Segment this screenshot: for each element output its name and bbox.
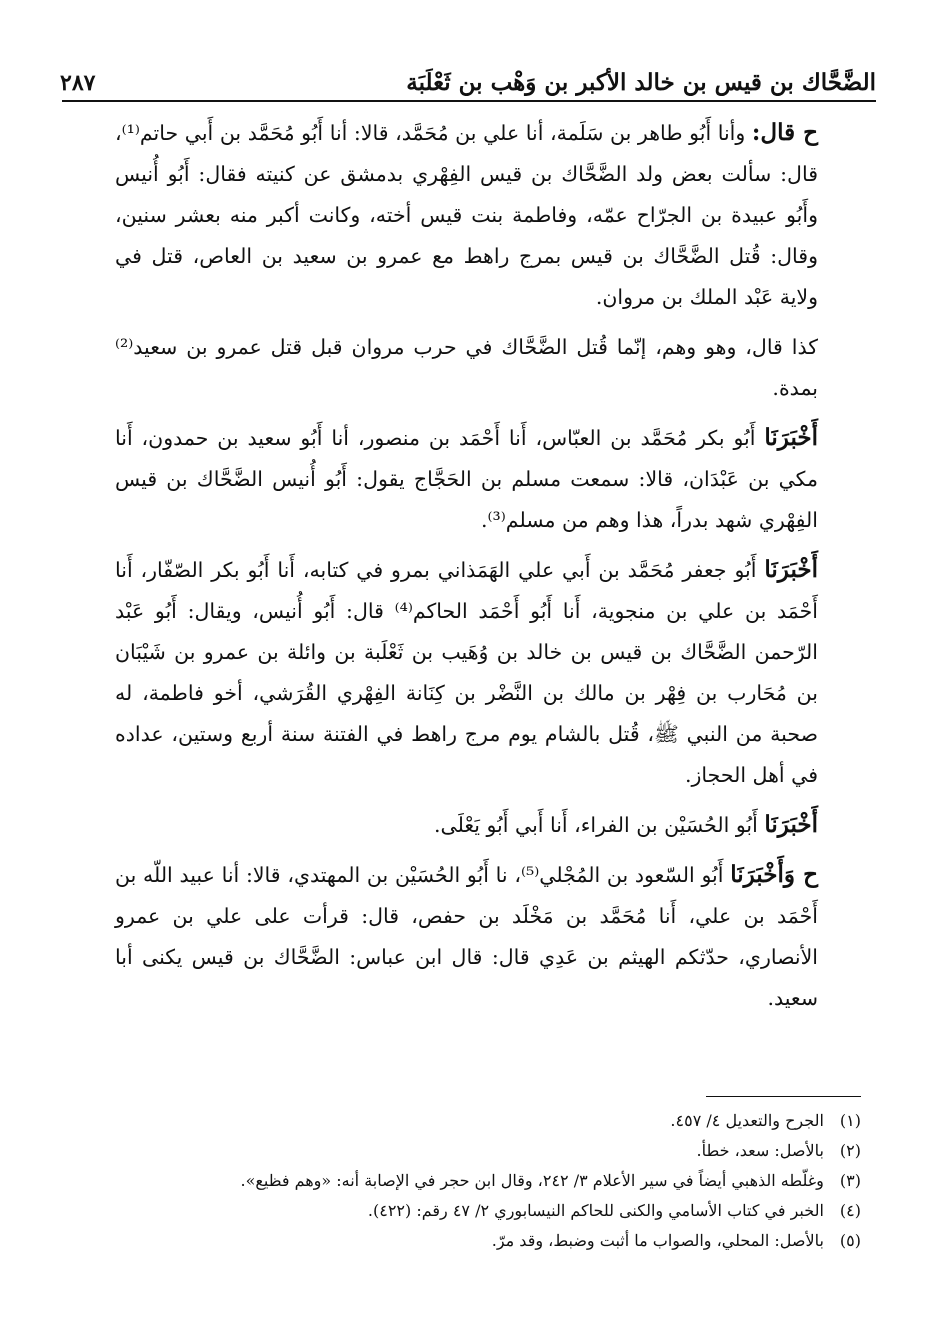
footnote-text: بالأصل: سعد، خطأ. [696, 1141, 824, 1160]
footnote-number: (٢) [839, 1141, 861, 1160]
footnote-text: وغلّطه الذهبي أيضاً في سير الأعلام ٣/ ٢٤٢، وقال ابن حجر في الإصابة أنه: «وهم فظيع». [240, 1171, 824, 1190]
paragraph-text: أَبُو الحُسَيْن بن الفراء، أَنا أَبي أَبُو يَعْلَى. [433, 813, 765, 837]
footnote-text: الجرح والتعديل ٤/ ٤٥٧. [670, 1111, 824, 1130]
paragraph-text: وأنا أَبُو طاهر بن سَلَمة، أنا علي بن مُحَمَّد، قالا: أنا أَبُو مُحَمَّد بن أَبي حاتم⁽¹⁾، قال: سألت بعض ولد الضَّحَّاك بن قيس الفِهْري بدمشق عن كنيته فقال: أَبُو أُنيس وأَبُو عبيدة بن الجرّاح عمّه، وفاطمة بنت قيس أخته، وكانت أكبر منه بعشر سنين، وقال: قُتل الضَّحَّاك بن قيس بمرج راهط مع عمرو بن سعيد بن العاص، قتل في ولاية عَبْد الملك بن مروان. [115, 121, 818, 309]
paragraph-lead: ح وَأَخْبَرَنَا [730, 861, 819, 888]
paragraph [115, 417, 818, 541]
footnote-number: (٤) [839, 1201, 861, 1220]
footnote-number: (١) [839, 1111, 861, 1130]
paragraph [115, 112, 818, 318]
paragraph-text: كذا قال، وهو وهم، إنّما قُتل الضَّحَّاك في حرب مروان قبل قتل عمرو بن سعيد⁽²⁾ بمدة. [115, 335, 818, 400]
footnote-text: الخبر في كتاب الأسامي والكنى للحاكم النيسابوري ٢/ ٤٧ رقم: (٤٢٢). [367, 1201, 824, 1220]
footnotes [120, 1106, 861, 1256]
footnote [120, 1166, 861, 1196]
footnote [120, 1196, 861, 1226]
main-text [115, 112, 818, 1027]
footnote [120, 1136, 861, 1166]
footnote [120, 1106, 861, 1136]
paragraph-text: أَبُو السّعود بن المُجْلي⁽⁵⁾، نا أَبُو الحُسَيْن بن المهتدي، قالا: أنا عبيد اللّه بن أَحْمَد بن علي، أَنا مُحَمَّد بن مَخْلَد بن حفص، قال: قرأت على علي بن عمرو الأنصاري، حدّثكم الهيثم بن عَدِي قال: قال ابن عباس: الضَّحَّاك بن قيس يكنى أبا سعيد. [115, 863, 818, 1010]
footnote-number: (٥) [839, 1231, 861, 1250]
paragraph-lead: أَخْبَرَنَا [764, 556, 818, 583]
page-header [60, 56, 876, 96]
running-title: الضَّحَّاك بن قيس بن خالد الأكبر بن وَهْب بن ثَعْلَبَة [406, 69, 876, 96]
paragraph-text: أَبُو بكر مُحَمَّد بن العبّاس، أَنا أَحْمَد بن منصور، أنا أَبُو سعيد بن حمدون، أَنا مكي بن عَبْدَان، قالا: سمعت مسلم بن الحَجَّاج يقول: أَبُو أُنيس الضَّحَّاك بن قيس الفِهْري شهد بدراً، هذا وهم من مسلم⁽³⁾. [115, 426, 818, 532]
footnote-text: بالأصل: المحلي، والصواب ما أثبت وضبط، وقد مرّ. [491, 1231, 824, 1250]
paragraph-lead: أَخْبَرَنَا [764, 811, 818, 838]
paragraph [115, 854, 818, 1019]
paragraph-lead: ح قال: [751, 119, 818, 146]
header-divider [62, 100, 876, 102]
footnote-number: (٣) [839, 1171, 861, 1190]
footnote-divider [706, 1096, 861, 1097]
paragraph [115, 549, 818, 796]
footnote [120, 1226, 861, 1256]
paragraph-text: أَبُو جعفر مُحَمَّد بن أَبي علي الهَمَذاني بمرو في كتابه، أَنا أَبُو بكر الصّفّار، أَنا أَحْمَد بن علي بن منجوية، أَنا أَبُو أَحْمَد الحاكم⁽⁴⁾ قال: أَبُو أُنيس، ويقال: أَبُو عَبْد الرّحمن الضَّحَّاك بن قيس بن خالد بن وُهَيب بن ثَعْلَبة بن وائلة بن عمرو بن شَيْبَان بن مُحَارب بن فِهْر بن مالك بن النَّضْر بن كِنَانة الفِهْري القُرَشي، أخو فاطمة، له صحبة من النبي ﷺ، قُتل بالشام يوم مرج راهط في الفتنة سنة أربع وستين، عداده في أهل الحجاز. [115, 558, 818, 787]
paragraph [115, 804, 818, 846]
paragraph [115, 326, 818, 409]
paragraph-lead: أَخْبَرَنَا [764, 424, 818, 451]
page-number: ٢٨٧ [60, 70, 96, 96]
